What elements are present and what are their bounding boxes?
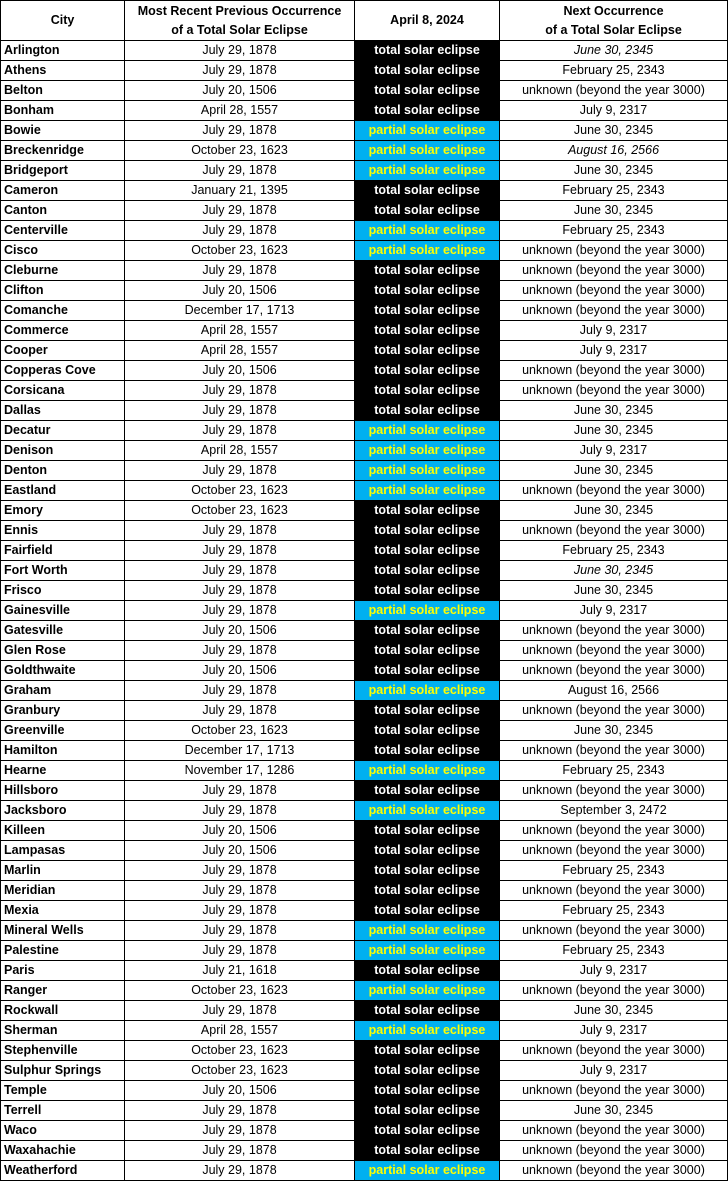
- city-cell: Centerville: [1, 221, 125, 241]
- table-row: [1, 221, 728, 241]
- table-row: [1, 621, 728, 641]
- previous-occurrence-cell: October 23, 1623: [125, 241, 355, 261]
- eclipse-type-cell: total solar eclipse: [355, 721, 500, 741]
- previous-occurrence-cell: July 29, 1878: [125, 541, 355, 561]
- header-next-occurrence: [500, 1, 728, 41]
- next-occurrence-cell: unknown (beyond the year 3000): [500, 1141, 728, 1161]
- previous-occurrence-cell: July 29, 1878: [125, 921, 355, 941]
- next-occurrence-cell: June 30, 2345: [500, 721, 728, 741]
- city-cell: Fairfield: [1, 541, 125, 561]
- previous-occurrence-cell: July 29, 1878: [125, 881, 355, 901]
- city-cell: Graham: [1, 681, 125, 701]
- next-occurrence-cell: July 9, 2317: [500, 441, 728, 461]
- table-row: [1, 481, 728, 501]
- eclipse-type-cell: total solar eclipse: [355, 321, 500, 341]
- table-header: [1, 1, 728, 41]
- table-row: [1, 1041, 728, 1061]
- previous-occurrence-cell: July 20, 1506: [125, 661, 355, 681]
- next-occurrence-cell: unknown (beyond the year 3000): [500, 361, 728, 381]
- eclipse-type-cell: total solar eclipse: [355, 81, 500, 101]
- eclipse-type-cell: total solar eclipse: [355, 1081, 500, 1101]
- table-row: [1, 841, 728, 861]
- city-cell: Commerce: [1, 321, 125, 341]
- next-occurrence-cell: unknown (beyond the year 3000): [500, 821, 728, 841]
- next-occurrence-cell: June 30, 2345: [500, 1101, 728, 1121]
- table-row: [1, 761, 728, 781]
- table-row: [1, 1101, 728, 1121]
- next-occurrence-cell: June 30, 2345: [500, 561, 728, 581]
- next-occurrence-cell: unknown (beyond the year 3000): [500, 261, 728, 281]
- table-row: [1, 1061, 728, 1081]
- table-row: [1, 861, 728, 881]
- eclipse-type-cell: total solar eclipse: [355, 641, 500, 661]
- next-occurrence-cell: February 25, 2343: [500, 761, 728, 781]
- previous-occurrence-cell: July 29, 1878: [125, 901, 355, 921]
- eclipse-type-cell: partial solar eclipse: [355, 461, 500, 481]
- next-occurrence-cell: July 9, 2317: [500, 341, 728, 361]
- next-occurrence-cell: July 9, 2317: [500, 961, 728, 981]
- city-cell: Cleburne: [1, 261, 125, 281]
- header-city: City: [1, 1, 125, 41]
- city-cell: Killeen: [1, 821, 125, 841]
- table-row: [1, 161, 728, 181]
- table-row: [1, 901, 728, 921]
- eclipse-type-cell: partial solar eclipse: [355, 1161, 500, 1181]
- next-occurrence-cell: unknown (beyond the year 3000): [500, 881, 728, 901]
- header-next-line1: Next Occurrence: [563, 3, 664, 18]
- eclipse-type-cell: total solar eclipse: [355, 281, 500, 301]
- city-cell: Emory: [1, 501, 125, 521]
- previous-occurrence-cell: October 23, 1623: [125, 481, 355, 501]
- header-next-line2: of a Total Solar Eclipse: [545, 22, 682, 37]
- eclipse-type-cell: partial solar eclipse: [355, 681, 500, 701]
- city-cell: Paris: [1, 961, 125, 981]
- eclipse-type-cell: total solar eclipse: [355, 1141, 500, 1161]
- city-cell: Ranger: [1, 981, 125, 1001]
- previous-occurrence-cell: July 29, 1878: [125, 861, 355, 881]
- table-row: [1, 741, 728, 761]
- next-occurrence-cell: unknown (beyond the year 3000): [500, 381, 728, 401]
- city-cell: Cameron: [1, 181, 125, 201]
- table-row: [1, 981, 728, 1001]
- city-cell: Sherman: [1, 1021, 125, 1041]
- table-row: [1, 821, 728, 841]
- table-row: [1, 281, 728, 301]
- header-previous-occurrence: [125, 1, 355, 41]
- previous-occurrence-cell: July 29, 1878: [125, 41, 355, 61]
- next-occurrence-cell: unknown (beyond the year 3000): [500, 241, 728, 261]
- next-occurrence-cell: unknown (beyond the year 3000): [500, 741, 728, 761]
- city-cell: Weatherford: [1, 1161, 125, 1181]
- previous-occurrence-cell: October 23, 1623: [125, 981, 355, 1001]
- eclipse-type-cell: total solar eclipse: [355, 661, 500, 681]
- table-row: [1, 241, 728, 261]
- eclipse-type-cell: total solar eclipse: [355, 501, 500, 521]
- next-occurrence-cell: July 9, 2317: [500, 1021, 728, 1041]
- previous-occurrence-cell: April 28, 1557: [125, 1021, 355, 1041]
- next-occurrence-cell: unknown (beyond the year 3000): [500, 1041, 728, 1061]
- eclipse-type-cell: total solar eclipse: [355, 821, 500, 841]
- previous-occurrence-cell: July 20, 1506: [125, 1081, 355, 1101]
- previous-occurrence-cell: July 29, 1878: [125, 161, 355, 181]
- city-cell: Mexia: [1, 901, 125, 921]
- table-row: [1, 181, 728, 201]
- city-cell: Terrell: [1, 1101, 125, 1121]
- eclipse-type-cell: partial solar eclipse: [355, 761, 500, 781]
- table-row: [1, 1001, 728, 1021]
- table-row: [1, 1161, 728, 1181]
- next-occurrence-cell: unknown (beyond the year 3000): [500, 781, 728, 801]
- eclipse-type-cell: partial solar eclipse: [355, 161, 500, 181]
- city-cell: Decatur: [1, 421, 125, 441]
- next-occurrence-cell: August 16, 2566: [500, 141, 728, 161]
- previous-occurrence-cell: December 17, 1713: [125, 301, 355, 321]
- eclipse-type-cell: total solar eclipse: [355, 261, 500, 281]
- previous-occurrence-cell: July 29, 1878: [125, 521, 355, 541]
- next-occurrence-cell: unknown (beyond the year 3000): [500, 81, 728, 101]
- next-occurrence-cell: unknown (beyond the year 3000): [500, 481, 728, 501]
- city-cell: Gatesville: [1, 621, 125, 641]
- next-occurrence-cell: unknown (beyond the year 3000): [500, 1081, 728, 1101]
- previous-occurrence-cell: July 20, 1506: [125, 821, 355, 841]
- city-cell: Cooper: [1, 341, 125, 361]
- table-row: [1, 801, 728, 821]
- table-row: [1, 341, 728, 361]
- table-row: [1, 81, 728, 101]
- previous-occurrence-cell: July 20, 1506: [125, 841, 355, 861]
- next-occurrence-cell: unknown (beyond the year 3000): [500, 921, 728, 941]
- header-row: [1, 1, 728, 41]
- next-occurrence-cell: June 30, 2345: [500, 201, 728, 221]
- eclipse-type-cell: total solar eclipse: [355, 61, 500, 81]
- previous-occurrence-cell: July 20, 1506: [125, 361, 355, 381]
- city-cell: Bowie: [1, 121, 125, 141]
- table-body: [1, 41, 728, 1181]
- eclipse-type-cell: partial solar eclipse: [355, 441, 500, 461]
- city-cell: Fort Worth: [1, 561, 125, 581]
- header-previous-line2: of a Total Solar Eclipse: [171, 22, 308, 37]
- eclipse-type-cell: total solar eclipse: [355, 861, 500, 881]
- previous-occurrence-cell: July 29, 1878: [125, 461, 355, 481]
- city-cell: Hillsboro: [1, 781, 125, 801]
- previous-occurrence-cell: April 28, 1557: [125, 341, 355, 361]
- table-row: [1, 1141, 728, 1161]
- previous-occurrence-cell: July 29, 1878: [125, 941, 355, 961]
- eclipse-type-cell: total solar eclipse: [355, 781, 500, 801]
- previous-occurrence-cell: July 21, 1618: [125, 961, 355, 981]
- previous-occurrence-cell: October 23, 1623: [125, 1041, 355, 1061]
- eclipse-type-cell: total solar eclipse: [355, 961, 500, 981]
- table-row: [1, 201, 728, 221]
- next-occurrence-cell: June 30, 2345: [500, 421, 728, 441]
- previous-occurrence-cell: July 29, 1878: [125, 201, 355, 221]
- header-previous-line1: Most Recent Previous Occurrence: [137, 3, 342, 18]
- eclipse-type-cell: total solar eclipse: [355, 881, 500, 901]
- eclipse-type-cell: partial solar eclipse: [355, 941, 500, 961]
- previous-occurrence-cell: July 29, 1878: [125, 221, 355, 241]
- city-cell: Ennis: [1, 521, 125, 541]
- city-cell: Sulphur Springs: [1, 1061, 125, 1081]
- city-cell: Frisco: [1, 581, 125, 601]
- city-cell: Bridgeport: [1, 161, 125, 181]
- table-row: [1, 41, 728, 61]
- table-row: [1, 121, 728, 141]
- next-occurrence-cell: unknown (beyond the year 3000): [500, 641, 728, 661]
- next-occurrence-cell: unknown (beyond the year 3000): [500, 661, 728, 681]
- table-row: [1, 1121, 728, 1141]
- table-row: [1, 701, 728, 721]
- previous-occurrence-cell: July 29, 1878: [125, 641, 355, 661]
- previous-occurrence-cell: July 20, 1506: [125, 621, 355, 641]
- previous-occurrence-cell: July 29, 1878: [125, 801, 355, 821]
- eclipse-type-cell: partial solar eclipse: [355, 981, 500, 1001]
- city-cell: Copperas Cove: [1, 361, 125, 381]
- next-occurrence-cell: June 30, 2345: [500, 401, 728, 421]
- city-cell: Hearne: [1, 761, 125, 781]
- next-occurrence-cell: February 25, 2343: [500, 541, 728, 561]
- city-cell: Bonham: [1, 101, 125, 121]
- table-row: [1, 781, 728, 801]
- eclipse-type-cell: total solar eclipse: [355, 581, 500, 601]
- previous-occurrence-cell: October 23, 1623: [125, 721, 355, 741]
- eclipse-type-cell: partial solar eclipse: [355, 221, 500, 241]
- eclipse-type-cell: total solar eclipse: [355, 541, 500, 561]
- next-occurrence-cell: June 30, 2345: [500, 1001, 728, 1021]
- next-occurrence-cell: unknown (beyond the year 3000): [500, 701, 728, 721]
- next-occurrence-cell: September 3, 2472: [500, 801, 728, 821]
- previous-occurrence-cell: July 29, 1878: [125, 1141, 355, 1161]
- eclipse-type-cell: partial solar eclipse: [355, 481, 500, 501]
- next-occurrence-cell: July 9, 2317: [500, 321, 728, 341]
- eclipse-type-cell: total solar eclipse: [355, 341, 500, 361]
- city-cell: Mineral Wells: [1, 921, 125, 941]
- table-row: [1, 721, 728, 741]
- table-row: [1, 1021, 728, 1041]
- previous-occurrence-cell: November 17, 1286: [125, 761, 355, 781]
- next-occurrence-cell: February 25, 2343: [500, 901, 728, 921]
- eclipse-type-cell: partial solar eclipse: [355, 141, 500, 161]
- next-occurrence-cell: unknown (beyond the year 3000): [500, 841, 728, 861]
- eclipse-type-cell: total solar eclipse: [355, 741, 500, 761]
- next-occurrence-cell: July 9, 2317: [500, 601, 728, 621]
- previous-occurrence-cell: April 28, 1557: [125, 321, 355, 341]
- city-cell: Waco: [1, 1121, 125, 1141]
- eclipse-type-cell: total solar eclipse: [355, 1061, 500, 1081]
- city-cell: Granbury: [1, 701, 125, 721]
- city-cell: Gainesville: [1, 601, 125, 621]
- city-cell: Rockwall: [1, 1001, 125, 1021]
- city-cell: Lampasas: [1, 841, 125, 861]
- previous-occurrence-cell: July 29, 1878: [125, 421, 355, 441]
- eclipse-type-cell: partial solar eclipse: [355, 921, 500, 941]
- city-cell: Waxahachie: [1, 1141, 125, 1161]
- eclipse-type-cell: total solar eclipse: [355, 381, 500, 401]
- city-cell: Denton: [1, 461, 125, 481]
- table-row: [1, 301, 728, 321]
- eclipse-type-cell: total solar eclipse: [355, 621, 500, 641]
- eclipse-type-cell: total solar eclipse: [355, 201, 500, 221]
- eclipse-type-cell: total solar eclipse: [355, 1041, 500, 1061]
- city-cell: Hamilton: [1, 741, 125, 761]
- next-occurrence-cell: June 30, 2345: [500, 41, 728, 61]
- table-row: [1, 601, 728, 621]
- city-cell: Marlin: [1, 861, 125, 881]
- previous-occurrence-cell: July 29, 1878: [125, 681, 355, 701]
- city-cell: Dallas: [1, 401, 125, 421]
- previous-occurrence-cell: July 20, 1506: [125, 281, 355, 301]
- table-row: [1, 501, 728, 521]
- previous-occurrence-cell: October 23, 1623: [125, 501, 355, 521]
- table-row: [1, 1081, 728, 1101]
- table-row: [1, 641, 728, 661]
- city-cell: Denison: [1, 441, 125, 461]
- next-occurrence-cell: unknown (beyond the year 3000): [500, 1161, 728, 1181]
- eclipse-type-cell: total solar eclipse: [355, 561, 500, 581]
- city-cell: Glen Rose: [1, 641, 125, 661]
- previous-occurrence-cell: July 29, 1878: [125, 61, 355, 81]
- city-cell: Breckenridge: [1, 141, 125, 161]
- previous-occurrence-cell: July 29, 1878: [125, 581, 355, 601]
- eclipse-type-cell: total solar eclipse: [355, 181, 500, 201]
- table-row: [1, 661, 728, 681]
- eclipse-type-cell: total solar eclipse: [355, 41, 500, 61]
- previous-occurrence-cell: July 29, 1878: [125, 381, 355, 401]
- eclipse-type-cell: partial solar eclipse: [355, 1021, 500, 1041]
- eclipse-type-cell: partial solar eclipse: [355, 421, 500, 441]
- city-cell: Clifton: [1, 281, 125, 301]
- next-occurrence-cell: June 30, 2345: [500, 461, 728, 481]
- city-cell: Temple: [1, 1081, 125, 1101]
- table-row: [1, 521, 728, 541]
- next-occurrence-cell: February 25, 2343: [500, 221, 728, 241]
- eclipse-type-cell: total solar eclipse: [355, 1001, 500, 1021]
- previous-occurrence-cell: July 29, 1878: [125, 701, 355, 721]
- eclipse-type-cell: partial solar eclipse: [355, 241, 500, 261]
- table-row: [1, 881, 728, 901]
- previous-occurrence-cell: July 29, 1878: [125, 1161, 355, 1181]
- next-occurrence-cell: June 30, 2345: [500, 581, 728, 601]
- next-occurrence-cell: June 30, 2345: [500, 501, 728, 521]
- eclipse-type-cell: total solar eclipse: [355, 401, 500, 421]
- city-cell: Canton: [1, 201, 125, 221]
- city-cell: Stephenville: [1, 1041, 125, 1061]
- next-occurrence-cell: unknown (beyond the year 3000): [500, 981, 728, 1001]
- previous-occurrence-cell: July 29, 1878: [125, 1121, 355, 1141]
- city-cell: Arlington: [1, 41, 125, 61]
- next-occurrence-cell: February 25, 2343: [500, 861, 728, 881]
- next-occurrence-cell: July 9, 2317: [500, 101, 728, 121]
- city-cell: Meridian: [1, 881, 125, 901]
- next-occurrence-cell: unknown (beyond the year 3000): [500, 621, 728, 641]
- next-occurrence-cell: unknown (beyond the year 3000): [500, 1121, 728, 1141]
- table-row: [1, 681, 728, 701]
- table-row: [1, 381, 728, 401]
- table-row: [1, 441, 728, 461]
- previous-occurrence-cell: July 29, 1878: [125, 261, 355, 281]
- eclipse-type-cell: total solar eclipse: [355, 1121, 500, 1141]
- table-row: [1, 541, 728, 561]
- previous-occurrence-cell: July 29, 1878: [125, 601, 355, 621]
- eclipse-type-cell: partial solar eclipse: [355, 801, 500, 821]
- previous-occurrence-cell: July 29, 1878: [125, 121, 355, 141]
- table-row: [1, 961, 728, 981]
- eclipse-type-cell: total solar eclipse: [355, 901, 500, 921]
- table-row: [1, 461, 728, 481]
- table-row: [1, 921, 728, 941]
- previous-occurrence-cell: July 29, 1878: [125, 1001, 355, 1021]
- table-row: [1, 141, 728, 161]
- city-cell: Cisco: [1, 241, 125, 261]
- table-row: [1, 581, 728, 601]
- eclipse-type-cell: total solar eclipse: [355, 521, 500, 541]
- city-cell: Jacksboro: [1, 801, 125, 821]
- eclipse-type-cell: total solar eclipse: [355, 701, 500, 721]
- eclipse-type-cell: partial solar eclipse: [355, 121, 500, 141]
- city-cell: Athens: [1, 61, 125, 81]
- previous-occurrence-cell: July 29, 1878: [125, 401, 355, 421]
- previous-occurrence-cell: December 17, 1713: [125, 741, 355, 761]
- table-row: [1, 561, 728, 581]
- eclipse-type-cell: total solar eclipse: [355, 301, 500, 321]
- city-cell: Eastland: [1, 481, 125, 501]
- table-row: [1, 941, 728, 961]
- previous-occurrence-cell: July 29, 1878: [125, 561, 355, 581]
- eclipse-type-cell: total solar eclipse: [355, 841, 500, 861]
- next-occurrence-cell: unknown (beyond the year 3000): [500, 521, 728, 541]
- previous-occurrence-cell: April 28, 1557: [125, 441, 355, 461]
- next-occurrence-cell: February 25, 2343: [500, 61, 728, 81]
- previous-occurrence-cell: October 23, 1623: [125, 1061, 355, 1081]
- table-row: [1, 261, 728, 281]
- eclipse-type-cell: partial solar eclipse: [355, 601, 500, 621]
- previous-occurrence-cell: July 29, 1878: [125, 781, 355, 801]
- table-row: [1, 321, 728, 341]
- previous-occurrence-cell: April 28, 1557: [125, 101, 355, 121]
- next-occurrence-cell: August 16, 2566: [500, 681, 728, 701]
- header-eclipse-date: April 8, 2024: [355, 1, 500, 41]
- next-occurrence-cell: February 25, 2343: [500, 941, 728, 961]
- next-occurrence-cell: unknown (beyond the year 3000): [500, 301, 728, 321]
- next-occurrence-cell: June 30, 2345: [500, 161, 728, 181]
- table-row: [1, 401, 728, 421]
- city-cell: Comanche: [1, 301, 125, 321]
- eclipse-type-cell: total solar eclipse: [355, 101, 500, 121]
- previous-occurrence-cell: October 23, 1623: [125, 141, 355, 161]
- next-occurrence-cell: February 25, 2343: [500, 181, 728, 201]
- previous-occurrence-cell: July 20, 1506: [125, 81, 355, 101]
- next-occurrence-cell: July 9, 2317: [500, 1061, 728, 1081]
- city-cell: Greenville: [1, 721, 125, 741]
- next-occurrence-cell: June 30, 2345: [500, 121, 728, 141]
- table-row: [1, 361, 728, 381]
- previous-occurrence-cell: July 29, 1878: [125, 1101, 355, 1121]
- city-cell: Corsicana: [1, 381, 125, 401]
- table-row: [1, 61, 728, 81]
- city-cell: Belton: [1, 81, 125, 101]
- table-row: [1, 101, 728, 121]
- city-cell: Goldthwaite: [1, 661, 125, 681]
- eclipse-type-cell: total solar eclipse: [355, 1101, 500, 1121]
- table-row: [1, 421, 728, 441]
- previous-occurrence-cell: January 21, 1395: [125, 181, 355, 201]
- eclipse-type-cell: total solar eclipse: [355, 361, 500, 381]
- city-cell: Palestine: [1, 941, 125, 961]
- next-occurrence-cell: unknown (beyond the year 3000): [500, 281, 728, 301]
